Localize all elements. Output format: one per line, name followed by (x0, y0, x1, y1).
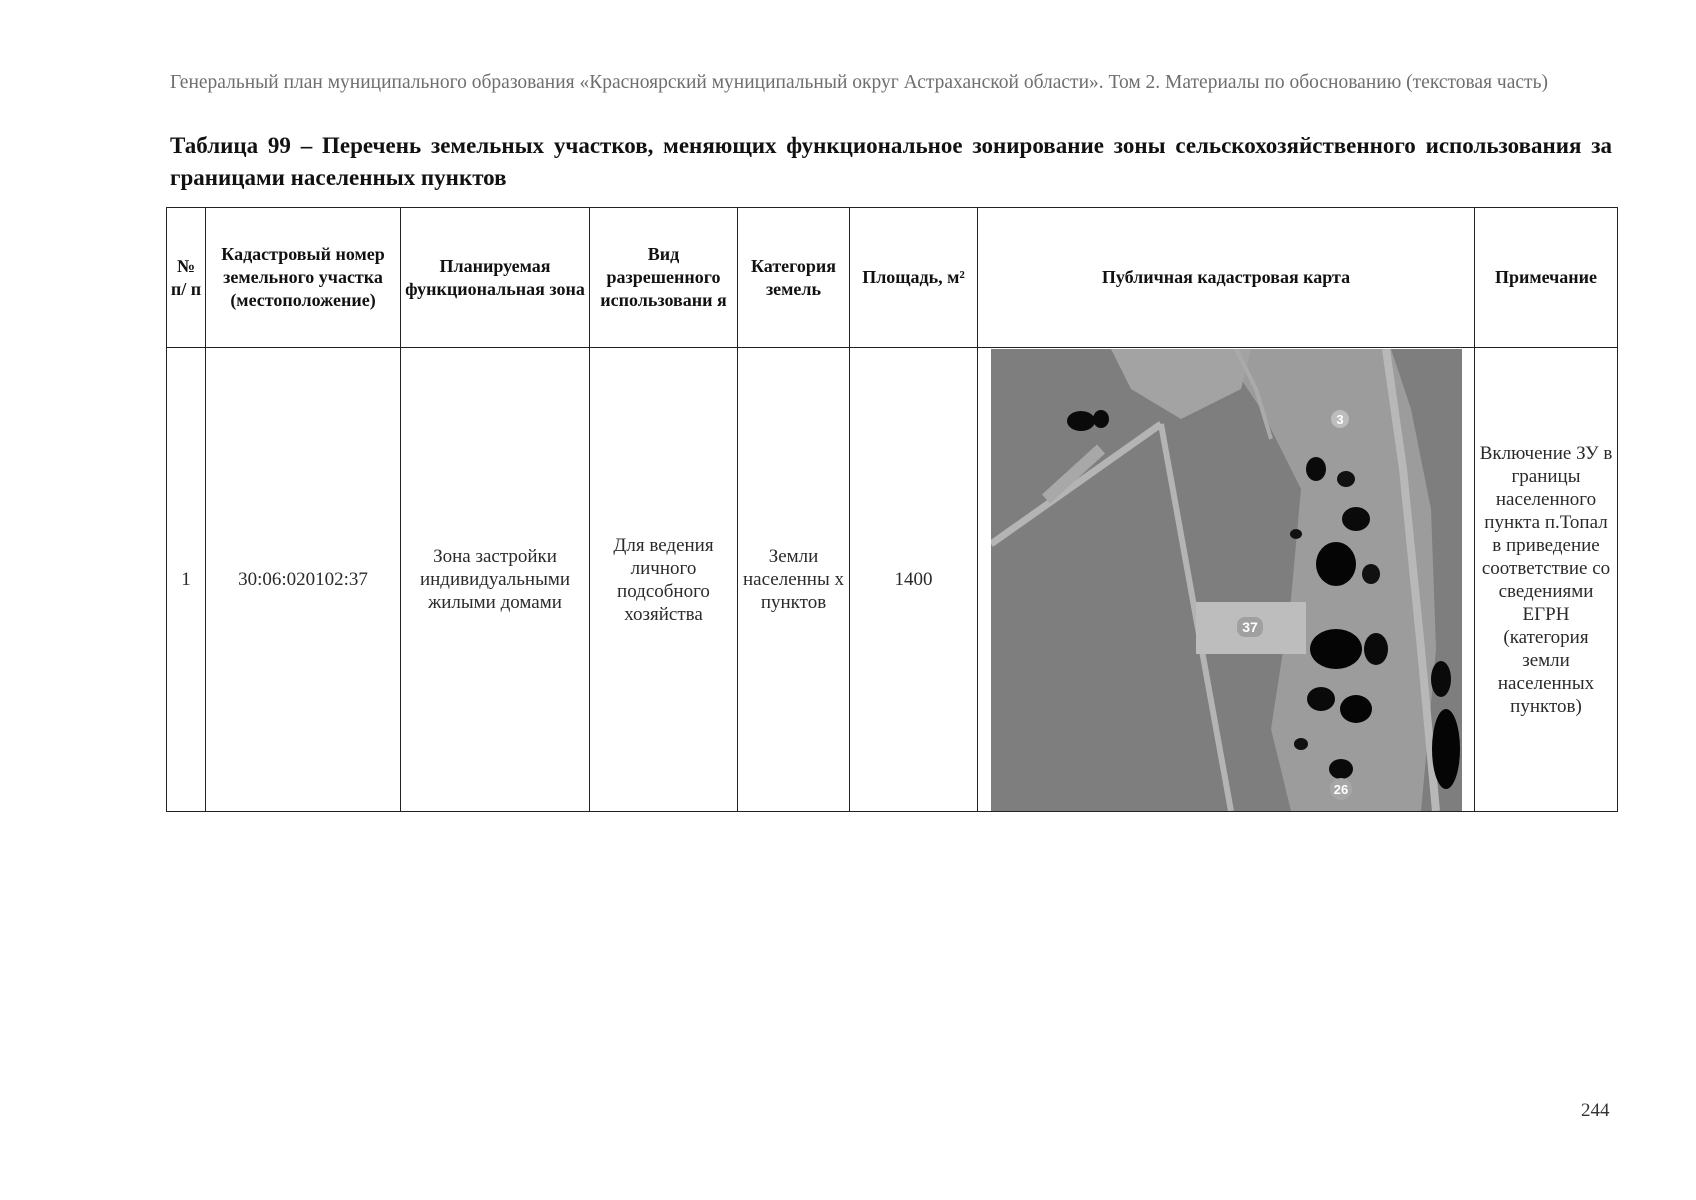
cadastral-map-image (991, 349, 1462, 811)
header-note: Примечание (1475, 208, 1618, 348)
land-plots-table (166, 207, 1618, 812)
cell-note: Включение ЗУ в границы населенного пункта п.Топал в приведение соответствие со сведениями ЕГРН (категория земли населенных пунктов) (1475, 348, 1618, 812)
cell-category: Земли населенны х пунктов (738, 348, 850, 812)
page-number: 244 (1581, 1100, 1610, 1121)
cadastral-map-svg (991, 349, 1462, 811)
running-header: Генеральный план муниципального образования «Красноярский муниципальный округ Астраханской области». Том 2. Материалы по обоснованию (текстовая часть) (170, 72, 1548, 93)
cell-usage: Для ведения личного подсобного хозяйства (590, 348, 738, 812)
map-label-37: 37 (1241, 618, 1258, 635)
header-num: № п/ п (167, 208, 206, 348)
table-row (167, 348, 1618, 812)
header-map: Публичная кадастровая карта (978, 208, 1475, 348)
cell-area: 1400 (850, 348, 978, 812)
header-area: Площадь, м² (850, 208, 978, 348)
table-header-row (167, 208, 1618, 348)
table-caption: Таблица 99 – Перечень земельных участков, меняющих функциональное зонирование зоны сельскохозяйственного использования за границами населенных пунктов (170, 133, 1612, 190)
header-usage: Вид разрешенного использовани я (590, 208, 738, 348)
cell-num: 1 (167, 348, 206, 812)
map-label-3: 3 (1335, 411, 1344, 427)
header-category: Категория земель (738, 208, 850, 348)
cell-map (978, 348, 1475, 812)
map-label-26: 26 (1333, 781, 1348, 797)
cell-cadastral: 30:06:020102:37 (206, 348, 401, 812)
header-cadastral: Кадастровый номер земельного участка (местоположение) (206, 208, 401, 348)
header-zone: Планируемая функциональная зона (401, 208, 590, 348)
cell-zone: Зона застройки индивидуальными жилыми домами (401, 348, 590, 812)
